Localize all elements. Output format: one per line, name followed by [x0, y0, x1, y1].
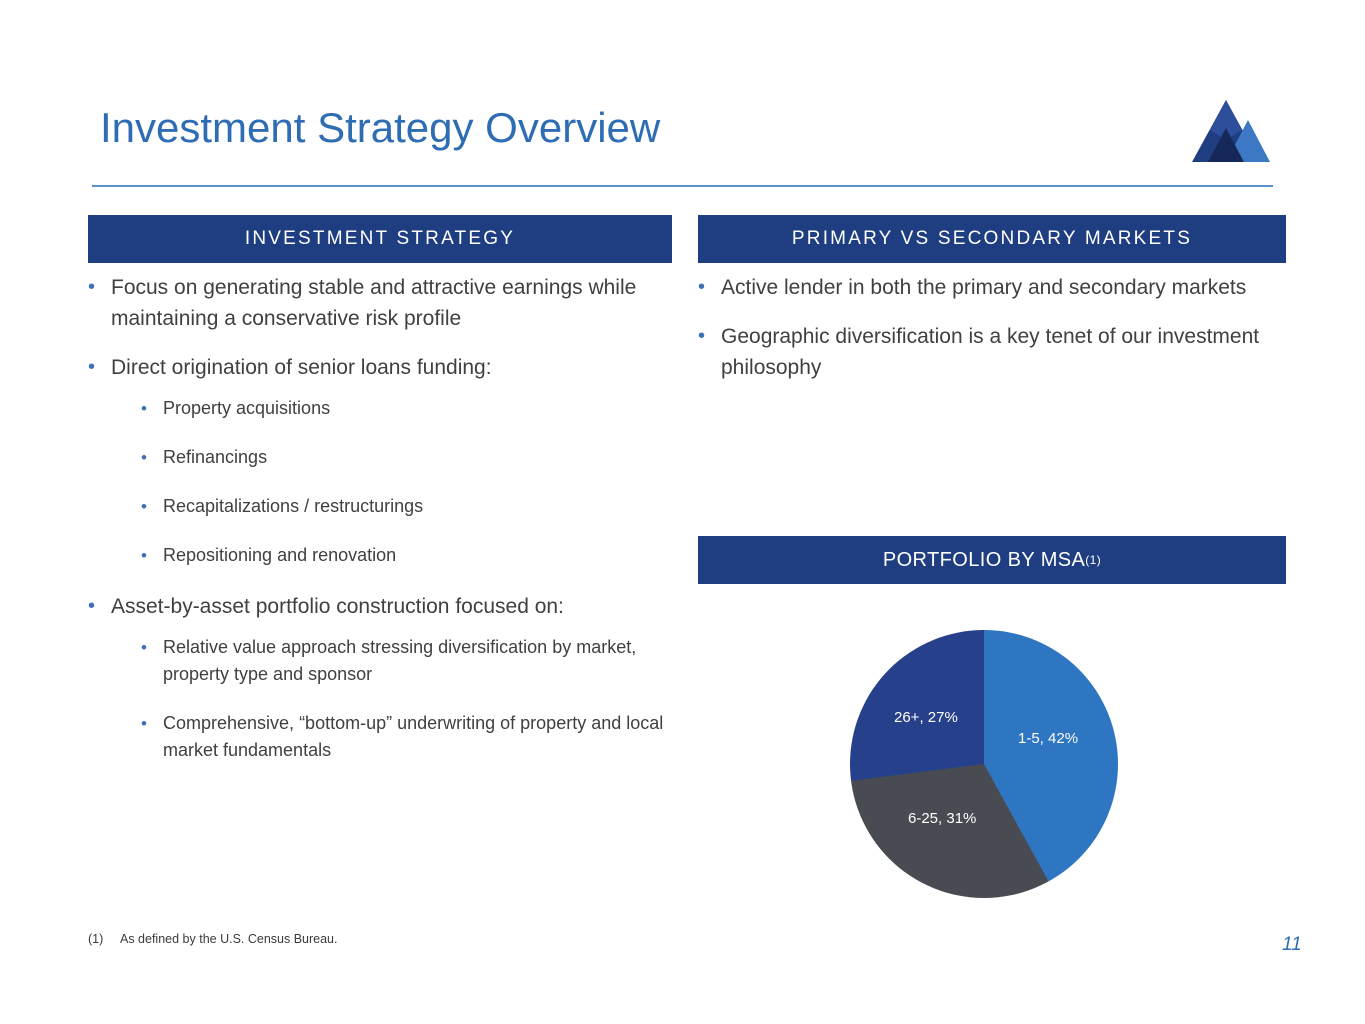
bullet-icon: •: [88, 595, 96, 617]
sub-list: [111, 634, 680, 764]
list-item-text: Focus on generating stable and attractive earnings while maintaining a conservative risk profile: [111, 276, 637, 330]
list-item: [690, 321, 1290, 383]
section-header-portfolio-by-msa-label: PORTFOLIO BY MSA: [882, 548, 1086, 571]
list-item: [111, 542, 680, 569]
section-header-primary-vs-secondary: [698, 215, 1286, 263]
bullet-icon: •: [141, 638, 147, 657]
list-item-text: Relative value approach stressing diversification by market, property type and sponsor: [163, 637, 637, 684]
bullet-icon: •: [141, 546, 147, 565]
list-item: [111, 493, 680, 520]
footnote-marker: (1): [88, 932, 104, 946]
pie-slice-label-1-5: 1-5, 42%: [1018, 730, 1079, 747]
bullet-icon: •: [141, 399, 147, 418]
list-item-text: Direct origination of senior loans funding:: [111, 356, 492, 379]
footnote-ref: (1): [1085, 553, 1102, 567]
bullet-icon: •: [141, 448, 147, 467]
list-item-text: Comprehensive, “bottom-up” underwriting of property and local market fundamentals: [163, 713, 664, 760]
investment-strategy-bullet-list: [80, 272, 680, 764]
footnote-text: As defined by the U.S. Census Bureau.: [120, 932, 338, 946]
pie-slice-label-6-25: 6-25, 31%: [908, 810, 977, 827]
section-header-investment-strategy-label: INVESTMENT STRATEGY: [244, 228, 516, 249]
bullet-icon: •: [141, 714, 147, 733]
page-number: 11: [1282, 934, 1302, 955]
list-item: [80, 591, 680, 764]
primary-vs-secondary-bullet-list: [690, 272, 1290, 383]
list-item: [111, 444, 680, 471]
list-item-text: Refinancings: [163, 447, 268, 467]
bullet-icon: •: [141, 497, 147, 516]
list-item-text: Repositioning and renovation: [163, 545, 397, 565]
section-header-investment-strategy: [88, 215, 672, 263]
pie-slice-label-26-plus: 26+, 27%: [894, 709, 958, 726]
list-item-text: Property acquisitions: [163, 398, 331, 418]
list-item: [690, 272, 1290, 303]
list-item: [111, 634, 680, 688]
investment-strategy-content: [80, 272, 680, 786]
list-item-text: Active lender in both the primary and secondary markets: [721, 276, 1247, 299]
list-item: [111, 395, 680, 422]
list-item: [80, 272, 680, 334]
bullet-icon: •: [88, 276, 96, 298]
portfolio-by-msa-chart: [850, 630, 1118, 898]
company-logo-icon: [1178, 98, 1274, 164]
section-header-primary-vs-secondary-label: PRIMARY VS SECONDARY MARKETS: [791, 228, 1193, 249]
list-item-text: Geographic diversification is a key tenet of our investment philosophy: [721, 325, 1260, 379]
primary-vs-secondary-content: [690, 272, 1290, 401]
list-item-text: Recapitalizations / restructurings: [163, 496, 424, 516]
bullet-icon: •: [698, 325, 706, 347]
bullet-icon: •: [88, 356, 96, 378]
footnote: [88, 932, 338, 946]
page-title: Investment Strategy Overview: [100, 104, 661, 151]
list-item-text: Asset-by-asset portfolio construction focused on:: [111, 595, 564, 618]
list-item: [111, 710, 680, 764]
pie-chart: [850, 630, 1118, 898]
title-divider: [92, 185, 1273, 187]
sub-list: [111, 395, 680, 569]
section-header-portfolio-by-msa: [698, 536, 1286, 584]
list-item: [80, 352, 680, 569]
bullet-icon: •: [698, 276, 706, 298]
